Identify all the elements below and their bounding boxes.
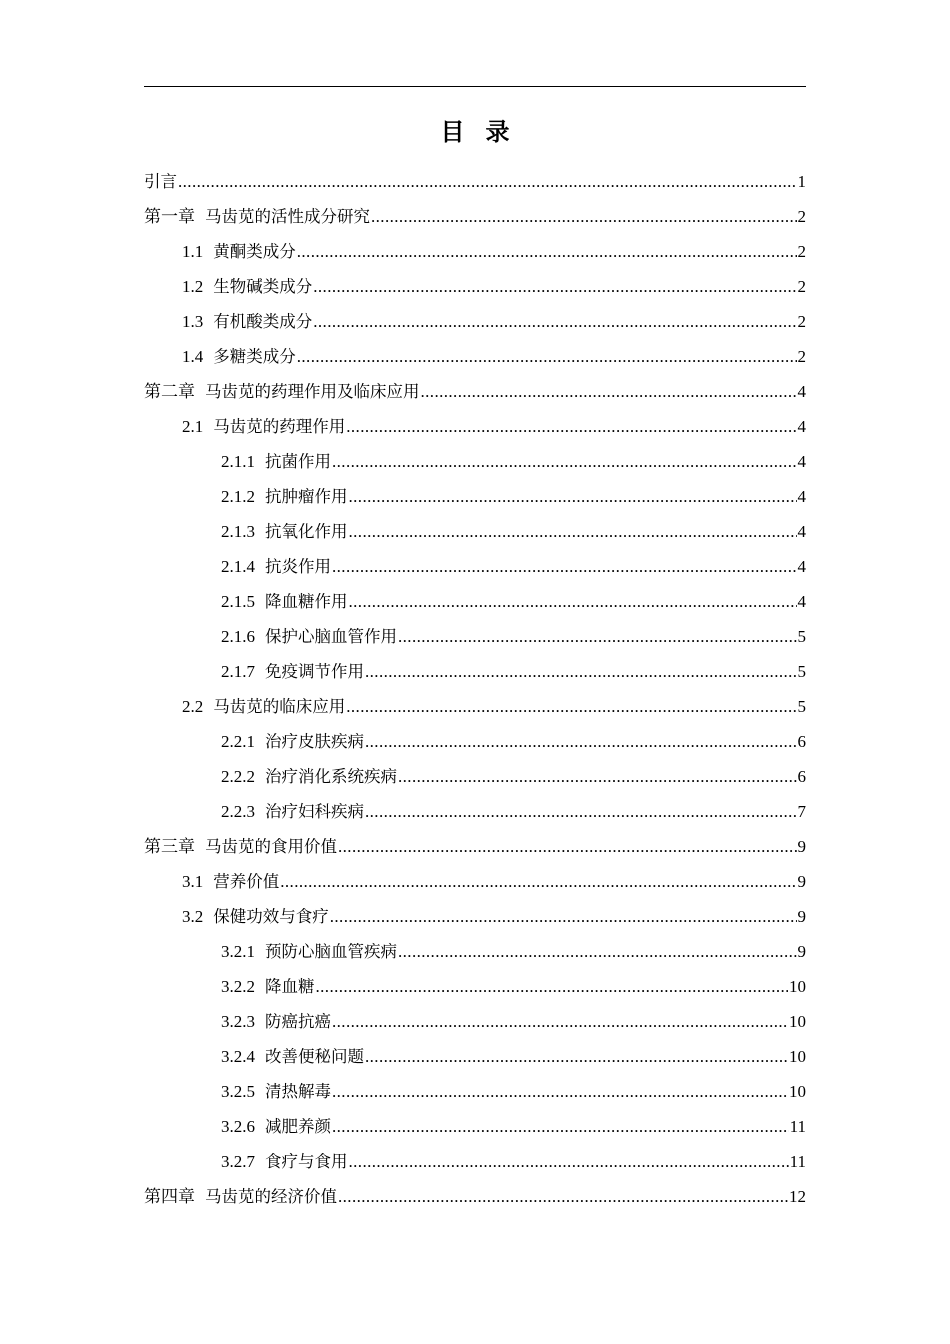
header-rule bbox=[144, 86, 806, 87]
toc-entry-number: 2.1.2 bbox=[221, 487, 255, 506]
toc-page-number: 2 bbox=[797, 207, 806, 226]
toc-entry-number: 2.1 bbox=[182, 417, 204, 436]
toc-page-number: 4 bbox=[797, 557, 806, 576]
toc-entry-title: 保健功效与食疗 bbox=[213, 907, 329, 926]
toc-page-number: 4 bbox=[797, 382, 806, 401]
toc-entry-number: 3.2.3 bbox=[221, 1012, 255, 1031]
toc-entry[interactable] bbox=[144, 864, 806, 899]
toc-entry-title: 免疫调节作用 bbox=[265, 662, 364, 681]
toc-entry[interactable] bbox=[144, 374, 806, 409]
toc-entry[interactable] bbox=[144, 1109, 806, 1144]
toc-page-number: 10 bbox=[789, 1012, 806, 1031]
toc-dot-leader bbox=[280, 864, 796, 899]
toc-entry-title: 防癌抗癌 bbox=[265, 1012, 331, 1031]
toc-dot-leader bbox=[398, 934, 797, 969]
toc-entry[interactable] bbox=[144, 584, 806, 619]
toc-entry-title: 马齿苋的活性成分研究 bbox=[205, 207, 370, 226]
toc-entry-title: 治疗皮肤疾病 bbox=[265, 732, 364, 751]
toc-entry-title: 食疗与食用 bbox=[265, 1152, 348, 1171]
toc-entry-number: 第二章 bbox=[144, 382, 195, 402]
toc-entry-number: 第一章 bbox=[144, 207, 195, 227]
toc-dot-leader bbox=[421, 374, 797, 409]
toc-entry[interactable] bbox=[144, 304, 806, 339]
toc-entry[interactable] bbox=[144, 479, 806, 514]
toc-entry-number: 1.4 bbox=[182, 347, 204, 366]
toc-page-number: 5 bbox=[797, 662, 806, 681]
toc-entry-title: 治疗妇科疾病 bbox=[265, 802, 364, 821]
toc-dot-leader bbox=[349, 584, 797, 619]
toc-entry-number: 1.1 bbox=[182, 242, 204, 261]
toc-entry[interactable] bbox=[144, 654, 806, 689]
toc-entry[interactable] bbox=[144, 1074, 806, 1109]
toc-entry-number: 2.2.1 bbox=[221, 732, 255, 751]
toc-entry-title: 预防心脑血管疾病 bbox=[265, 942, 397, 961]
toc-entry-number: 2.1.1 bbox=[221, 452, 255, 471]
toc-entry[interactable] bbox=[144, 199, 806, 234]
toc-entry-number: 第四章 bbox=[144, 1187, 195, 1207]
toc-entry-number: 3.1 bbox=[182, 872, 204, 891]
toc-entry-title: 马齿苋的食用价值 bbox=[205, 837, 337, 856]
toc-entry-number: 3.2.6 bbox=[221, 1117, 255, 1136]
toc-dot-leader bbox=[297, 339, 797, 374]
toc-entry-number: 2.1.3 bbox=[221, 522, 255, 541]
table-of-contents bbox=[144, 164, 806, 1214]
toc-page-number: 4 bbox=[797, 417, 806, 436]
toc-entry-title: 保护心脑血管作用 bbox=[265, 627, 397, 646]
toc-page-number: 5 bbox=[797, 627, 806, 646]
toc-page-number: 4 bbox=[797, 592, 806, 611]
toc-entry[interactable] bbox=[144, 934, 806, 969]
toc-entry-title: 减肥养颜 bbox=[265, 1117, 331, 1136]
toc-page-number: 5 bbox=[797, 697, 806, 716]
toc-entry[interactable] bbox=[144, 794, 806, 829]
toc-entry-number: 2.2 bbox=[182, 697, 204, 716]
toc-entry-title: 营养价值 bbox=[213, 872, 280, 891]
toc-entry[interactable] bbox=[144, 899, 806, 934]
toc-entry-title: 马齿苋的经济价值 bbox=[205, 1187, 337, 1206]
toc-page-number: 10 bbox=[789, 1082, 806, 1101]
toc-entry[interactable] bbox=[144, 1004, 806, 1039]
toc-entry-title: 清热解毒 bbox=[265, 1082, 331, 1101]
toc-entry-number: 2.2.2 bbox=[221, 767, 255, 786]
toc-entry-title: 黄酮类成分 bbox=[213, 242, 296, 261]
toc-dot-leader bbox=[332, 549, 797, 584]
toc-entry[interactable] bbox=[144, 339, 806, 374]
toc-entry-title: 改善便秘问题 bbox=[265, 1047, 364, 1066]
toc-entry[interactable] bbox=[144, 1039, 806, 1074]
toc-entry-number: 3.2 bbox=[182, 907, 204, 926]
toc-entry[interactable] bbox=[144, 969, 806, 1004]
toc-page-number: 1 bbox=[797, 172, 806, 191]
toc-page-number: 2 bbox=[797, 242, 806, 261]
toc-page-number: 4 bbox=[797, 452, 806, 471]
toc-entry[interactable] bbox=[144, 549, 806, 584]
toc-entry-title: 抗氧化作用 bbox=[265, 522, 348, 541]
toc-entry-title: 治疗消化系统疾病 bbox=[265, 767, 397, 786]
toc-dot-leader bbox=[297, 234, 797, 269]
toc-dot-leader bbox=[332, 1109, 789, 1144]
toc-dot-leader bbox=[365, 654, 797, 689]
toc-entry-title: 抗肿瘤作用 bbox=[265, 487, 348, 506]
toc-dot-leader bbox=[349, 514, 797, 549]
toc-entry[interactable] bbox=[144, 514, 806, 549]
toc-page-number: 2 bbox=[797, 347, 806, 366]
toc-page-number: 9 bbox=[797, 942, 806, 961]
toc-entry-number: 2.1.6 bbox=[221, 627, 255, 646]
toc-entry-title: 抗菌作用 bbox=[265, 452, 331, 471]
toc-dot-leader bbox=[332, 1004, 788, 1039]
toc-page-number: 12 bbox=[789, 1187, 806, 1206]
toc-page-number: 2 bbox=[797, 277, 806, 296]
toc-dot-leader bbox=[371, 199, 797, 234]
toc-page-number: 9 bbox=[797, 907, 806, 926]
toc-dot-leader bbox=[316, 969, 789, 1004]
toc-entry-title: 马齿苋的临床应用 bbox=[213, 697, 346, 716]
toc-entry-title: 降血糖 bbox=[265, 977, 315, 996]
toc-dot-leader bbox=[313, 304, 796, 339]
toc-dot-leader bbox=[338, 829, 797, 864]
toc-entry-title: 马齿苋的药理作用 bbox=[213, 417, 346, 436]
toc-entry-number: 3.2.4 bbox=[221, 1047, 255, 1066]
toc-entry[interactable] bbox=[144, 724, 806, 759]
toc-dot-leader bbox=[349, 1144, 789, 1179]
toc-entry-number: 2.1.5 bbox=[221, 592, 255, 611]
toc-page-number: 4 bbox=[797, 487, 806, 506]
toc-entry-number: 2.1.4 bbox=[221, 557, 255, 576]
toc-entry-number: 3.2.5 bbox=[221, 1082, 255, 1101]
toc-entry-title: 生物碱类成分 bbox=[213, 277, 313, 296]
toc-dot-leader bbox=[332, 444, 797, 479]
toc-dot-leader bbox=[346, 689, 796, 724]
toc-page-number: 4 bbox=[797, 522, 806, 541]
toc-entry[interactable] bbox=[144, 1144, 806, 1179]
toc-page-number: 10 bbox=[789, 1047, 806, 1066]
toc-entry-title: 多糖类成分 bbox=[213, 347, 296, 366]
toc-entry[interactable] bbox=[144, 234, 806, 269]
toc-entry[interactable] bbox=[144, 689, 806, 724]
toc-page-number: 6 bbox=[797, 767, 806, 786]
toc-page-number: 6 bbox=[797, 732, 806, 751]
toc-entry[interactable] bbox=[144, 829, 806, 864]
toc-entry-title: 抗炎作用 bbox=[265, 557, 331, 576]
toc-dot-leader bbox=[178, 164, 797, 199]
toc-entry[interactable] bbox=[144, 444, 806, 479]
toc-entry[interactable] bbox=[144, 409, 806, 444]
toc-entry-number: 3.2.7 bbox=[221, 1152, 255, 1171]
toc-dot-leader bbox=[346, 409, 796, 444]
toc-entry-number: 3.2.2 bbox=[221, 977, 255, 996]
toc-dot-leader bbox=[332, 1074, 788, 1109]
toc-entry-number: 2.2.3 bbox=[221, 802, 255, 821]
toc-page-number: 2 bbox=[797, 312, 806, 331]
toc-entry-number: 1.2 bbox=[182, 277, 204, 296]
toc-entry-number: 3.2.1 bbox=[221, 942, 255, 961]
toc-entry[interactable] bbox=[144, 759, 806, 794]
toc-entry[interactable] bbox=[144, 164, 806, 199]
toc-dot-leader bbox=[349, 479, 797, 514]
toc-entry[interactable] bbox=[144, 269, 806, 304]
toc-dot-leader bbox=[365, 1039, 788, 1074]
toc-dot-leader bbox=[365, 724, 797, 759]
toc-dot-leader bbox=[398, 759, 797, 794]
toc-title: 目录 bbox=[440, 118, 531, 146]
toc-dot-leader bbox=[313, 269, 796, 304]
toc-entry-title: 降血糖作用 bbox=[265, 592, 348, 611]
toc-page-number: 9 bbox=[797, 837, 806, 856]
toc-entry-title: 有机酸类成分 bbox=[213, 312, 313, 331]
toc-entry-number: 2.1.7 bbox=[221, 662, 255, 681]
toc-page-number: 11 bbox=[789, 1117, 806, 1136]
toc-entry[interactable] bbox=[144, 1179, 806, 1214]
toc-dot-leader bbox=[338, 1179, 788, 1214]
toc-entry-number: 第三章 bbox=[144, 837, 195, 857]
toc-page-number: 11 bbox=[789, 1152, 806, 1171]
toc-entry[interactable] bbox=[144, 619, 806, 654]
toc-dot-leader bbox=[330, 899, 797, 934]
toc-page-number: 10 bbox=[789, 977, 806, 996]
toc-dot-leader bbox=[398, 619, 797, 654]
toc-dot-leader bbox=[365, 794, 797, 829]
toc-page-number: 9 bbox=[797, 872, 806, 891]
toc-entry-number: 1.3 bbox=[182, 312, 204, 331]
toc-entry-title: 马齿苋的药理作用及临床应用 bbox=[205, 382, 420, 401]
toc-page-number: 7 bbox=[797, 802, 806, 821]
toc-entry-title: 引言 bbox=[144, 172, 177, 191]
